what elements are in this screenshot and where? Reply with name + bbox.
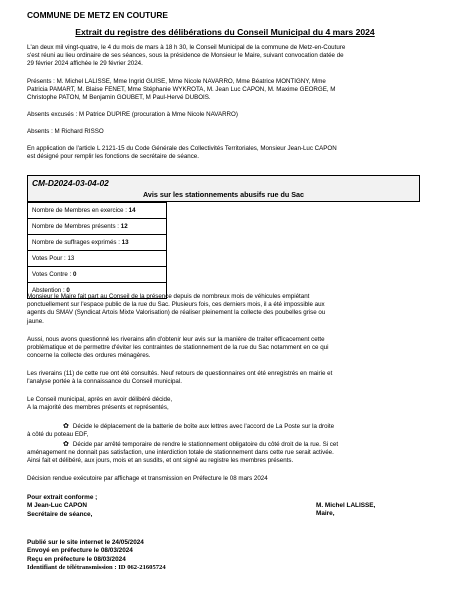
text-line: à côté du poteau EDF,: [27, 431, 89, 439]
text-line: En application de l'article L 2121-15 du Code Générale des Collectivités Territoriales, Monsieur Jean-Luc CAPON: [27, 145, 337, 152]
text-line: aménagement ne donnait pas satisfaction, une interdiction totale de stationnement dans cette rue serait activée.: [27, 449, 334, 457]
text-line: jaune.: [27, 317, 44, 325]
secretary-paragraph: [27, 145, 427, 161]
text-line: [27, 422, 427, 431]
table-row: [28, 251, 167, 267]
text-line: Monsieur le Maire fait part au Conseil de la présence depuis de nombreux mois de véhicules empiétant: [27, 293, 310, 300]
vote-cell: [28, 203, 167, 219]
text-line: Ainsi fait et délibéré, aux jours, mois et an susdits, et ont signé au registre les membres présents.: [27, 457, 294, 465]
deliberation-reference: CM-D2024-03-04-02: [32, 178, 109, 188]
deliberation-box: [27, 175, 420, 202]
body-paragraph-4: [27, 396, 427, 412]
vote-value: 13: [121, 239, 129, 246]
text-line: concerne la collecte des ordures ménagères.: [27, 352, 151, 360]
signature-left: [27, 494, 97, 519]
publication-line: Reçu en préfecture le 08/03/2024: [27, 555, 126, 563]
vote-value: 0: [72, 271, 77, 278]
decision-text: Décide le déplacement de la batterie de boîte aux lettres avec l'accord de La Poste sur la droite: [72, 423, 335, 430]
vote-value: 12: [120, 223, 128, 230]
commune-name: COMMUNE DE METZ EN COUTURE: [27, 10, 168, 20]
absents-paragraph: [27, 128, 427, 136]
vote-cell: [28, 267, 167, 283]
votes-table: [27, 202, 167, 299]
text-line: s'est réuni au lieu ordinaire de ses séances, sous la présidence de Monsieur le Maire, suivant convocation datée de: [27, 52, 344, 60]
text-line: Christophe PATON, M Benjamin GOUBET, M Paul-Hervé DUBOIS.: [27, 94, 211, 102]
vote-label: Votes Pour :: [32, 255, 66, 262]
vote-label: Abstention :: [32, 287, 65, 294]
signature-line: M. Michel LALISSE,: [316, 502, 376, 509]
table-row: [28, 235, 167, 251]
decision-text: Décide par arrêté temporaire de rendre le stationnement obligatoire du côté droit de la rue. Si cet: [72, 441, 339, 448]
text-line: Absents : M Richard RISSO: [27, 128, 104, 135]
publication-line: Publié sur le site internet le 24/05/2024: [27, 539, 144, 546]
vote-label: Nombre de suffrages exprimés :: [32, 239, 120, 246]
signature-line: M Jean-Luc CAPON: [27, 502, 88, 510]
text-line: Absents excusés : M Patrice DUPIRE (procuration à Mme Nicole NAVARRO): [27, 111, 238, 118]
excused-paragraph: [27, 111, 427, 119]
text-line: est désigné pour remplir les fonctions de secrétaire de séance.: [27, 153, 199, 161]
text-line: Décision rendue exécutoire par affichage et transmission en Préfecture le 08 mars 2024: [27, 475, 268, 482]
vote-value: 14: [128, 207, 136, 214]
table-row: [28, 267, 167, 283]
deliberation-subject: Avis sur les stationnements abusifs rue du Sac: [142, 190, 305, 199]
body-paragraph-2: [27, 336, 427, 361]
signature-right: [316, 502, 375, 519]
text-line: [27, 440, 427, 449]
vote-cell: [28, 235, 167, 251]
text-line: L'an deux mil vingt-quatre, le 4 du mois de mars à 18 h 30, le Conseil Municipal de la commune de Metz-en-Couture: [27, 44, 346, 51]
publication-line: Envoyé en préfecture le 08/03/2024: [27, 547, 133, 555]
flower-bullet-icon: ✿: [63, 422, 69, 430]
signature-line: Secrétaire de séance,: [27, 510, 93, 518]
table-row: [28, 203, 167, 219]
document-title: Extrait du registre des délibérations du Conseil Municipal du 4 mars 2024: [75, 27, 375, 37]
text-line: Patricia PAMART, M. Blaise FENET, Mme Stéphanie WYKROTA, M. Jean Luc CAPON, M. Maxime GEORGE, M: [27, 86, 336, 94]
vote-label: Nombre de Membres présents :: [32, 223, 120, 230]
intro-paragraph: [27, 44, 427, 69]
publication-block: [27, 539, 166, 573]
signature-line: Pour extrait conforme ;: [27, 494, 98, 501]
body-paragraph-3: [27, 370, 427, 386]
text-line: ponctuellement sur l'espace public de la rue du Sac. Plusieurs fois, ces derniers mois, il a été impossible aux: [27, 301, 325, 309]
text-line: A la majorité des membres présents et représentés,: [27, 404, 169, 412]
text-line: l'analyse portée à la connaissance du Conseil municipal.: [27, 378, 182, 386]
text-line: 29 février 2024 affichée le 29 février 2024.: [27, 60, 143, 68]
text-line: Les riverains (11) de cette rue ont été consultés. Neuf retours de questionnaires ont été enregistrés en mairie et: [27, 370, 333, 377]
signature-line: Maire,: [316, 510, 335, 518]
vote-cell: [28, 251, 167, 267]
flower-bullet-icon: ✿: [63, 440, 69, 448]
text-line: Le Conseil municipal, après en avoir délibéré décide,: [27, 396, 173, 403]
vote-label: Nombre de Membres en exercice :: [32, 207, 127, 214]
decision-paragraph-1: [27, 422, 427, 439]
executoire-paragraph: [27, 475, 427, 483]
text-line: Aussi, nous avons questionné les riverains afin d'obtenir leur avis sur la manière de traiter efficacement cette: [27, 336, 325, 343]
text-line: agents du SMAV (Syndicat Artois Mixte Valorisation) de réaliser pleinement la collecte des poubelles grise ou: [27, 309, 326, 317]
table-row: [28, 219, 167, 235]
decision-paragraph-2: [27, 440, 427, 466]
publication-line: Identifiant de télétransmission : ID 062-21605724: [27, 564, 166, 572]
text-line: Présents : M. Michel LALISSE, Mme Ingrid GUISE, Mme Nicole NAVARRO, Mme Béatrice MONTIGNY, Mme: [27, 78, 326, 85]
body-paragraph-1: [27, 293, 427, 326]
vote-cell: [28, 219, 167, 235]
vote-label: Votes Contre :: [32, 271, 72, 278]
text-line: problématique et de permettre d'éviter les contraintes de stationnement de la rue du Sac notamment en ce qui: [27, 344, 329, 352]
vote-value: 0: [66, 287, 70, 294]
presents-paragraph: [27, 78, 427, 103]
vote-value: 13: [67, 255, 75, 262]
